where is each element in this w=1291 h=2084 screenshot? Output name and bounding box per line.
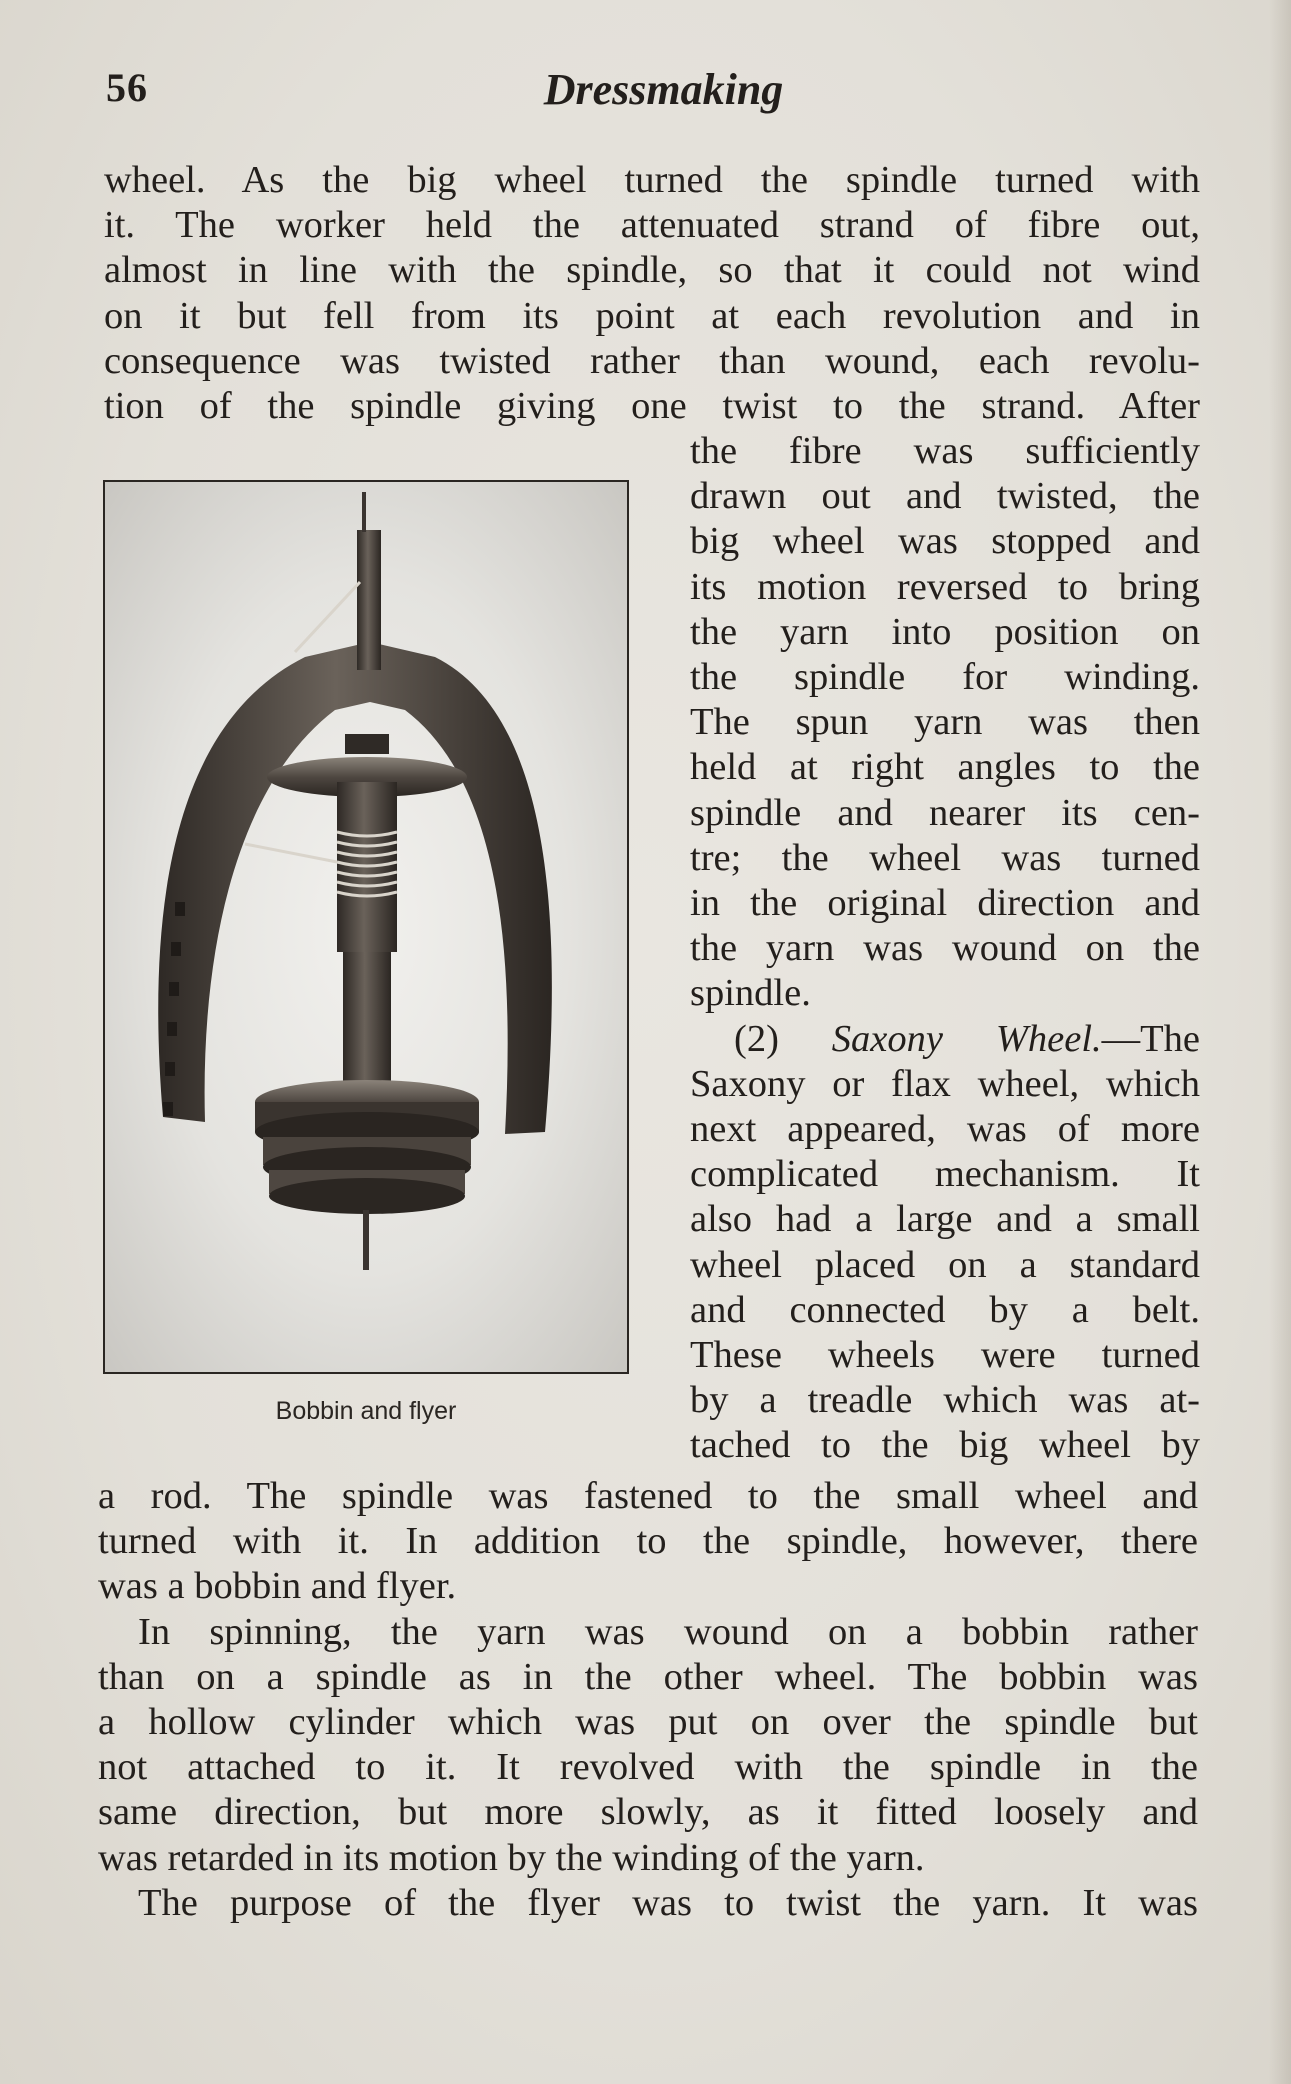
text-line: wheel. As the big wheel turned the spindle turned with <box>104 159 1200 201</box>
text-line: tached to the big wheel by <box>690 1424 1200 1467</box>
text-line: wheel placed on a standard <box>690 1243 1200 1286</box>
text-line: on it but fell from its point at each revolution and in <box>104 294 1200 337</box>
text-line: Saxony or flax wheel, which <box>690 1062 1200 1105</box>
text-line: tre; the wheel was turned <box>690 836 1200 879</box>
text-line: the spindle for winding. <box>690 656 1200 699</box>
text-line: the fibre was sufficiently <box>690 430 1200 472</box>
text-line: the yarn into position on <box>690 610 1200 653</box>
page-number: 56 <box>106 65 148 110</box>
wrapped-column <box>690 429 1200 1469</box>
spindle-tip <box>363 1210 369 1270</box>
text-line: complicated mechanism. It <box>690 1153 1200 1196</box>
text-line: drawn out and twisted, the <box>690 475 1200 518</box>
text-line: by a treadle which was at- <box>690 1379 1200 1422</box>
section-heading-line <box>690 1017 1200 1062</box>
page-header <box>0 58 1291 128</box>
text-line: in the original direction and <box>690 882 1200 925</box>
text-line: it. The worker held the attenuated strand of fibre out, <box>104 204 1200 247</box>
text-line: tion of the spindle giving one twist to the strand. After <box>104 385 1200 428</box>
text-line: The purpose of the flyer was to twist the yarn. It was <box>138 1881 1198 1924</box>
text-line: also had a large and a small <box>690 1198 1200 1241</box>
section-dash: —The <box>1101 1017 1201 1060</box>
running-title: Dressmaking <box>543 65 784 114</box>
text-line: consequence was twisted rather than wound, each revolu- <box>104 339 1200 382</box>
text-line: spindle and nearer its cen- <box>690 791 1200 834</box>
text-line: not attached to it. It revolved with the spindle in the <box>98 1746 1198 1789</box>
text-line: turned with it. In addition to the spindle, however, there <box>98 1520 1198 1563</box>
figure-caption: Bobbin and flyer <box>275 1397 457 1425</box>
figure-photo <box>103 480 629 1374</box>
section-title: Saxony Wheel. <box>831 1017 1102 1060</box>
text-line: same direction, but more slowly, as it fitted loosely and <box>98 1791 1198 1834</box>
spindle-top <box>357 530 381 670</box>
text-line: spindle. <box>690 972 811 1015</box>
whorl-bottom <box>269 1178 465 1214</box>
text-line: was a bobbin and flyer. <box>98 1565 457 1608</box>
text-line: was retarded in its motion by the winding of the yarn. <box>98 1836 925 1879</box>
lower-text <box>98 1474 1198 1926</box>
text-line: In spinning, the yarn was wound on a bobbin rather <box>138 1610 1198 1653</box>
page-edge-shadow <box>1269 0 1291 2084</box>
text-line: than on a spindle as in the other wheel. The bobbin was <box>98 1655 1198 1698</box>
text-line: and connected by a belt. <box>690 1288 1200 1331</box>
text-line: These wheels were turned <box>690 1334 1200 1377</box>
text-line: the yarn was wound on the <box>690 927 1200 970</box>
top-paragraph <box>104 158 1200 429</box>
section-number: (2) <box>734 1017 779 1060</box>
text-line: its motion reversed to bring <box>690 565 1200 608</box>
text-line: The spun yarn was then <box>690 701 1200 744</box>
text-line: a rod. The spindle was fastened to the small wheel and <box>98 1475 1198 1517</box>
text-line: big wheel was stopped and <box>690 520 1200 563</box>
bobbin-and-flyer-illustration <box>105 482 627 1372</box>
text-line: almost in line with the spindle, so that it could not wind <box>104 249 1200 292</box>
text-line: a hollow cylinder which was put on over the spindle but <box>98 1701 1198 1744</box>
text-line: held at right angles to the <box>690 746 1200 789</box>
text-line: next appeared, was of more <box>690 1108 1200 1151</box>
